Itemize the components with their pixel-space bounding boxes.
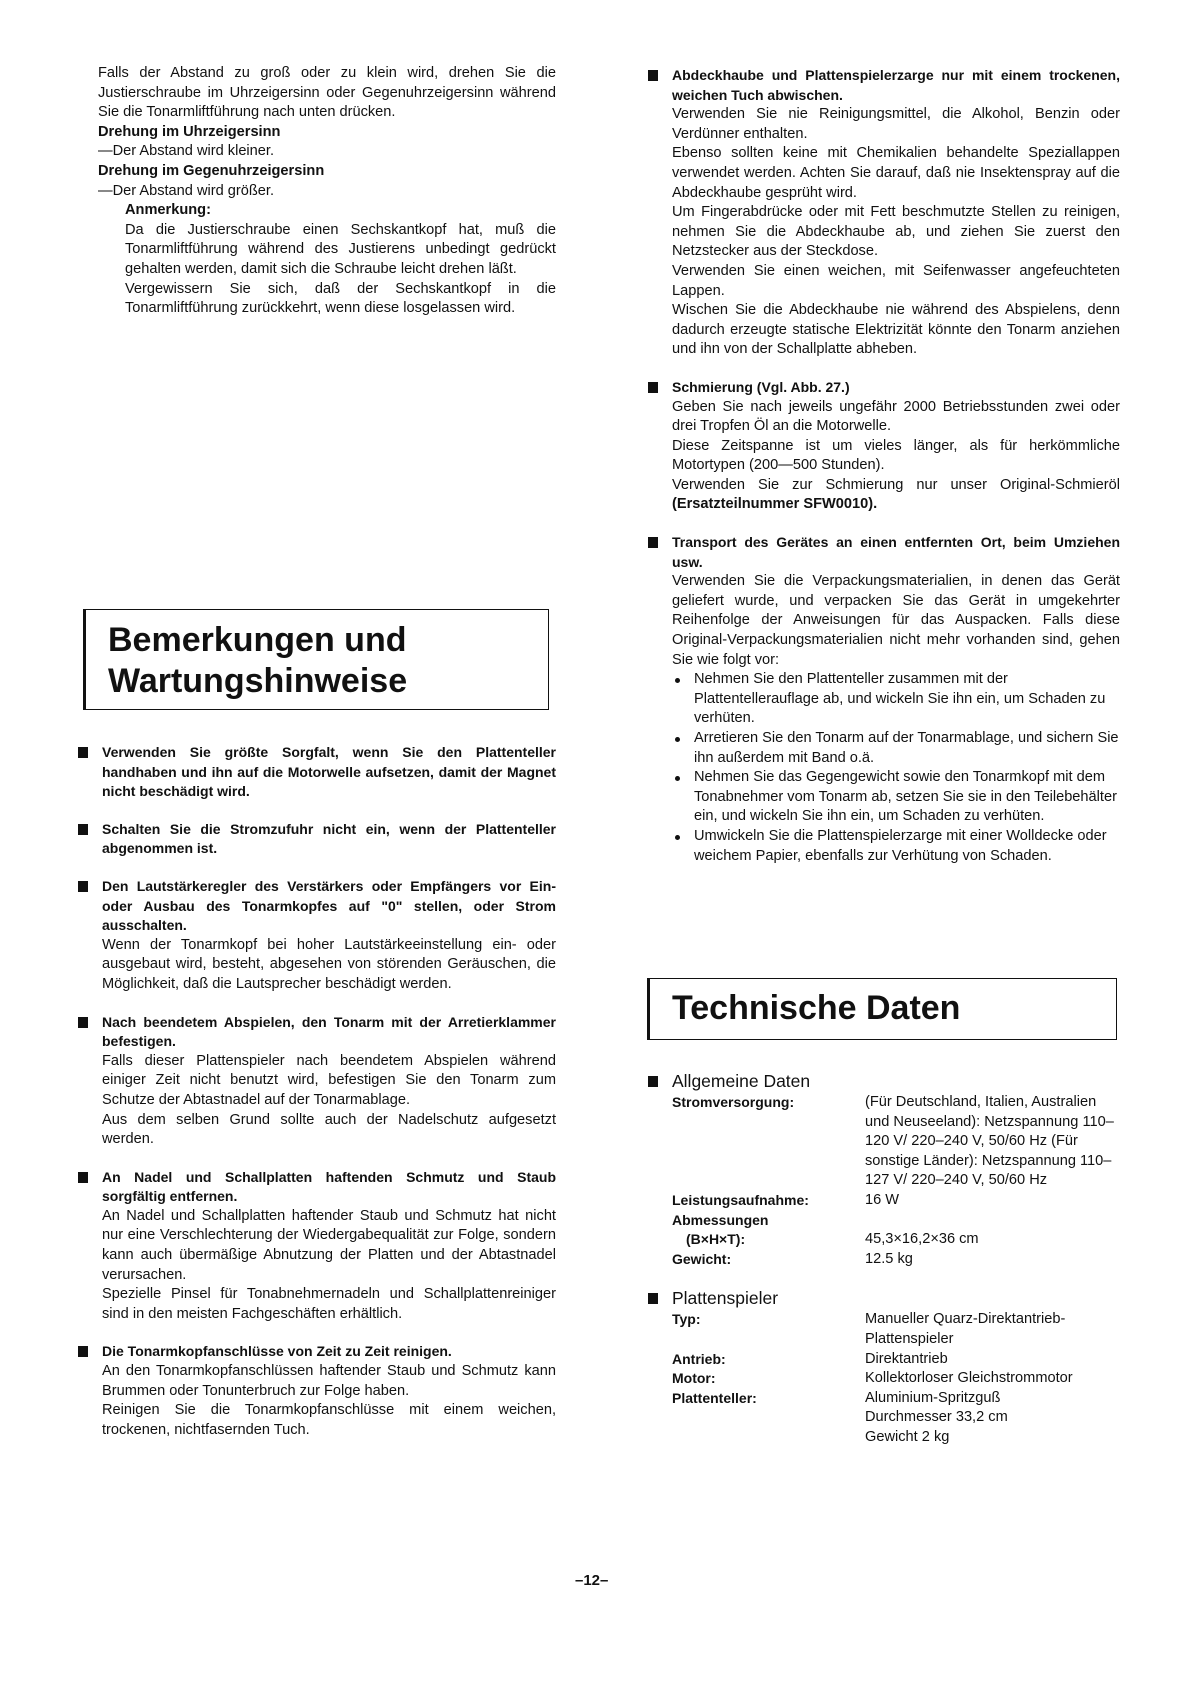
bullet-dot-icon — [675, 776, 680, 781]
maintenance-item — [78, 1342, 556, 1440]
spec-label: Gewicht: — [672, 1250, 732, 1267]
part-number: (Ersatzteilnummer SFW0010). — [672, 496, 878, 513]
list-item-text: Nehmen Sie das Gegengewicht sowie den Tonarmkopf mit dem Tonabnehmer vom Tonarm ab, setzen Sie sie in den Teilebehälter ein, und wickeln Sie ihn ein, um Schaden zu verhüten. — [694, 769, 1117, 825]
transport-bullets — [672, 670, 1120, 866]
lubrication-paragraph: Geben Sie nach jeweils ungefähr 2000 Betriebsstunden zwei oder drei Tropfen Öl an die Motorwelle. — [672, 398, 1120, 435]
maintenance-item-body: An Nadel und Schallplatten haftender Staub und Schmutz hat nicht nur eine Verschlechterung der Wiedergabequalität zur Folge, sondern kann auch übermäßige Abnutzung der Platten und der Abtastnadel verursachen. — [102, 1207, 556, 1283]
maintenance-item — [78, 1013, 556, 1150]
spec-label: Typ: — [672, 1311, 701, 1328]
cover-care-paragraph: Um Fingerabdrücke oder mit Fett beschmutzte Stellen zu reinigen, nehmen Sie die Abdeckhaube ab, und ziehen Sie zuerst den Netzstecker aus der Steckdose. — [672, 204, 1120, 260]
maintenance-title-line2: Wartungshinweise — [108, 662, 408, 700]
spec-value: Aluminium-Spritzguß — [865, 1389, 1001, 1406]
specs-block — [648, 1070, 1120, 1448]
maintenance-item-body: Wenn der Tonarmkopf bei hoher Lautstärkeeinstellung ein- oder ausgebaut wird, besteht, abgesehen von störenden Geräuschen, die Möglichkeit, daß die Lautsprecher beschädigt werden. — [102, 936, 556, 992]
maintenance-item-heading: Den Lautstärkeregler des Verstärkers oder Empfängers vor Ein- oder Ausbau des Tonarmkopfes auf "0" stellen, oder Strom ausschalten. — [102, 877, 556, 934]
cover-care-paragraph: Verwenden Sie nie Reinigungsmittel, die Alkohol, Benzin oder Verdünner enthalten. — [672, 106, 1120, 142]
spec-value: 45,3×16,2×36 cm — [865, 1231, 979, 1248]
maintenance-item-heading: An Nadel und Schallplatten haftenden Schmutz und Staub sorgfältig entfernen. — [102, 1168, 556, 1205]
bullet-square-icon — [648, 1076, 658, 1087]
list-item — [694, 670, 1120, 729]
maintenance-list — [78, 743, 556, 1458]
list-item-text: Nehmen Sie den Plattenteller zusammen mit der Plattentellerauflage ab, und wickeln Sie ihn ein, um Schaden zu verhüten. — [694, 671, 1106, 727]
page-number: –12– — [575, 1572, 609, 1589]
spec-row — [648, 1211, 1120, 1231]
spec-row — [648, 1389, 1120, 1409]
bullet-square-icon — [78, 747, 88, 758]
maintenance-item-heading: Nach beendetem Abspielen, den Tonarm mit der Arretierklammer befestigen. — [102, 1013, 556, 1050]
general-specs-heading-text: Allgemeine Daten — [672, 1071, 811, 1091]
maintenance-item — [78, 877, 556, 995]
bullet-square-icon — [78, 881, 88, 892]
cover-care-heading: Abdeckhaube und Plattenspielerzarge nur mit einem trockenen, weichen Tuch abwischen. — [672, 67, 1120, 103]
lubrication-section — [648, 378, 1120, 515]
right-column — [648, 66, 1120, 884]
spec-label: Abmessungen — [672, 1211, 769, 1228]
spec-label: Motor: — [672, 1370, 716, 1387]
list-item — [694, 768, 1120, 827]
spec-value: 16 W — [865, 1191, 900, 1208]
general-specs-heading — [648, 1070, 1120, 1092]
bullet-dot-icon — [675, 737, 680, 742]
cover-care-section — [648, 66, 1120, 360]
maintenance-item-body-2: Reinigen Sie die Tonarmkopfanschlüsse mit einem weichen, trockenen, nichtfasernden Tuch. — [102, 1402, 556, 1438]
list-item — [694, 729, 1120, 768]
spec-value — [865, 1211, 1120, 1231]
bullet-square-icon — [648, 382, 658, 393]
left-column — [98, 64, 556, 319]
maintenance-item-body-2: Aus dem selben Grund sollte auch der Nadelschutz aufgesetzt werden. — [102, 1111, 556, 1148]
spec-value: Kollektorloser Gleichstrommotor — [865, 1370, 1073, 1387]
note-paragraph-2: Vergewissern Sie sich, daß der Sechskantkopf in die Tonarmliftführung zurückkehrt, wenn diese losgelassen wird. — [125, 280, 556, 317]
bullet-square-icon — [648, 537, 658, 548]
cw-heading: Drehung im Uhrzeigersinn — [98, 123, 281, 140]
spec-label: Plattenteller: — [672, 1389, 757, 1406]
spec-value: Direktantrieb — [865, 1350, 948, 1367]
bullet-square-icon — [648, 1293, 658, 1304]
spec-label: (B×H×T): — [686, 1231, 746, 1248]
spec-value: 12.5 kg — [865, 1250, 913, 1267]
maintenance-item-body: Falls dieser Plattenspieler nach beendetem Abspielen während einiger Zeit nicht benutzt wird, befestigen Sie den Tonarm zum Schutze der Abtastnadel auf der Tonarmablage. — [102, 1052, 556, 1108]
spec-value: Manueller Quarz-Direktantrieb-Plattenspieler — [865, 1311, 1066, 1347]
bullet-dot-icon — [675, 835, 680, 840]
intro-paragraph: Falls der Abstand zu groß oder zu klein wird, drehen Sie die Justierschraube im Uhrzeigersinn oder Gegenuhrzeigersinn während Sie die Tonarmliftführung nach unten drücken. — [98, 65, 556, 121]
cover-care-paragraph: Ebenso sollten keine mit Chemikalien behandelte Speziallappen verwendet werden. Achten Sie darauf, daß nie Insektenspray auf die Abdeckhaube gesprüht wird. — [672, 145, 1120, 201]
maintenance-item-body: An den Tonarmkopfanschlüssen haftender Staub und Schmutz kann Brummen oder Tonunterbruch zur Folge haben. — [102, 1363, 556, 1399]
spec-row — [648, 1230, 1120, 1250]
maintenance-item-body-2: Spezielle Pinsel für Tonabnehmernadeln und Schallplattenreiniger sind in den meisten Fachgeschäften erhältlich. — [102, 1286, 556, 1322]
spec-row — [648, 1191, 1120, 1211]
spec-row — [648, 1428, 1120, 1448]
bullet-dot-icon — [675, 678, 680, 683]
cover-care-paragraph: Wischen Sie die Abdeckhaube nie während des Abspielens, denn dadurch erzeugte statische Elektrizität könnte den Tonarm anziehen und ihn von der Schallplatte abheben. — [672, 302, 1120, 358]
spec-row — [648, 1369, 1120, 1389]
turntable-specs-heading-text: Plattenspieler — [672, 1288, 779, 1309]
transport-heading: Transport des Gerätes an einen entfernten Ort, beim Umziehen usw. — [672, 534, 1120, 570]
lubrication-paragraph — [672, 476, 1120, 515]
spec-row — [648, 1310, 1120, 1349]
spec-row — [648, 1093, 1120, 1191]
cw-text: —Der Abstand wird kleiner. — [98, 143, 275, 160]
spec-row — [648, 1250, 1120, 1270]
maintenance-item-heading: Verwenden Sie größte Sorgfalt, wenn Sie den Plattenteller handhaben und ihn auf die Motorwelle aufsetzen, damit der Magnet nicht beschädigt wird. — [102, 744, 556, 800]
spec-value: (Für Deutschland, Italien, Australien und Neuseeland): Netzspannung 110–120 V/ 220–240 V, 50/60 Hz (Für sonstige Länder): Netzspannung 110–127 V/ 220–240 V, 50/60 Hz — [865, 1094, 1114, 1189]
bullet-square-icon — [78, 824, 88, 835]
note-paragraph-1: Da die Justierschraube einen Sechskantkopf hat, muß die Tonarmliftführung während des Justierens unbedingt gedrückt gehalten werden, damit sich die Schraube leicht drehen läßt. — [125, 221, 556, 277]
spec-label: Antrieb: — [672, 1350, 726, 1367]
ccw-heading: Drehung im Gegenuhrzeigersinn — [98, 162, 325, 179]
list-item — [694, 827, 1120, 866]
spec-row — [648, 1408, 1120, 1428]
note-block — [98, 201, 556, 319]
maintenance-title-box — [83, 609, 549, 710]
bullet-square-icon — [78, 1172, 88, 1183]
cover-care-paragraph: Verwenden Sie einen weichen, mit Seifenwasser angefeuchteten Lappen. — [672, 262, 1120, 299]
spec-label: Leistungsaufnahme: — [672, 1191, 809, 1208]
spec-row — [648, 1350, 1120, 1370]
turntable-specs-heading — [648, 1287, 1120, 1309]
spec-value: Durchmesser 33,2 cm — [865, 1409, 1008, 1426]
list-item-text: Arretieren Sie den Tonarm auf der Tonarmablage, und sichern Sie ihn außerdem mit Band o.ä. — [694, 730, 1119, 766]
maintenance-item — [78, 1168, 556, 1325]
spec-value: Gewicht 2 kg — [865, 1428, 950, 1445]
bullet-square-icon — [78, 1346, 88, 1357]
lubrication-text: Verwenden Sie zur Schmierung nur unser Original-Schmieröl — [672, 476, 1120, 493]
bullet-square-icon — [78, 1017, 88, 1028]
specs-title-box — [647, 978, 1117, 1040]
maintenance-title-line1: Bemerkungen und — [108, 621, 407, 659]
transport-section — [648, 533, 1120, 866]
maintenance-item — [78, 820, 556, 859]
maintenance-item-heading: Die Tonarmkopfanschlüsse von Zeit zu Zeit reinigen. — [102, 1343, 452, 1360]
ccw-text: —Der Abstand wird größer. — [98, 182, 275, 199]
lubrication-paragraph: Diese Zeitspanne ist um vieles länger, als für herkömmliche Motortypen (200—500 Stunden). — [672, 437, 1120, 474]
maintenance-item — [78, 743, 556, 802]
spec-label: Stromversorgung: — [672, 1094, 795, 1110]
spec-label — [672, 1408, 865, 1428]
spec-label — [672, 1428, 865, 1448]
bullet-square-icon — [648, 70, 658, 81]
transport-paragraph: Verwenden Sie die Verpackungsmaterialien, in denen das Gerät geliefert wurde, und verpacken Sie das Gerät in umgekehrter Reihenfolge der Anweisungen für das Auspacken. Falls diese Original-Verpackungsmaterialien nicht mehr vorhanden sind, gehen Sie wie folgt vor: — [672, 573, 1120, 668]
maintenance-item-heading: Schalten Sie die Stromzufuhr nicht ein, wenn der Plattenteller abgenommen ist. — [102, 820, 556, 857]
specs-title: Technische Daten — [672, 989, 961, 1027]
note-heading: Anmerkung: — [125, 202, 211, 219]
list-item-text: Umwickeln Sie die Plattenspielerzarge mit einer Wolldecke oder weichem Papier, ebenfalls zur Verhütung von Schaden. — [694, 827, 1107, 864]
lubrication-heading: Schmierung (Vgl. Abb. 27.) — [672, 378, 850, 395]
